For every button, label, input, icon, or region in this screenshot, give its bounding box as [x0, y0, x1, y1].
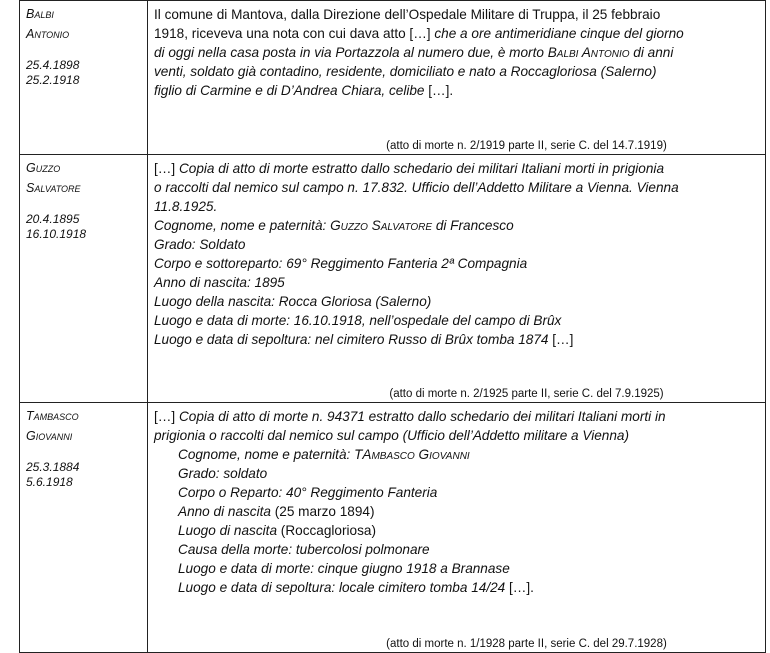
table-row: [20, 1, 766, 155]
table-row: [20, 403, 766, 653]
text-line: [154, 197, 759, 216]
text-segment: 11.8.1925.: [154, 199, 218, 214]
text-segment: Causa della morte: tubercolosi polmonare: [178, 542, 430, 557]
text-line: [154, 445, 759, 464]
text-segment: […]: [154, 161, 179, 176]
person-dates: [26, 212, 143, 242]
text-line: [154, 62, 759, 81]
text-line: [154, 81, 759, 100]
text-line: [154, 483, 759, 502]
text-segment: venti, soldato già contadino, residente, domiciliato e nato a Roccagloriosa (Salerno): [154, 64, 657, 79]
text-segment: che a ore antimeridiane cinque del giorno: [434, 26, 684, 41]
text-line: [154, 292, 759, 311]
text-segment: di anni: [629, 45, 674, 60]
text-segment: Luogo e data di morte: 16.10.1918, nell’ospedale del campo di Brûx: [154, 313, 562, 328]
text-line: [154, 407, 759, 426]
name-first: Guzzo: [26, 161, 61, 175]
death-record-reference: (atto di morte n. 1/1928 parte II, serie C. del 29.7.1928): [386, 638, 667, 650]
date-birth: 25.3.1884: [26, 460, 80, 474]
name-second: Salvatore: [26, 181, 81, 195]
text-line: [154, 235, 759, 254]
text-segment: prigionia o raccolti dal nemico sul campo (Ufficio dell’Addetto militare a Vienna): [154, 428, 630, 443]
text-line: [154, 464, 759, 483]
text-segment: Cognome, nome e paternità: T: [178, 447, 363, 462]
text-segment: Anno di nascita: 1895: [154, 275, 285, 290]
text-line: [154, 43, 759, 62]
text-segment: o raccolti dal nemico sul campo n. 17.832. Ufficio dell’Addetto Militare a Vienna. Vienna: [154, 180, 679, 195]
record-text: [148, 155, 765, 349]
record-cell: [148, 1, 766, 155]
text-segment: Luogo e data di morte: cinque giugno 1918 a Brannase: [178, 561, 510, 576]
record-text: [148, 403, 765, 597]
text-segment: Balbi Antonio: [547, 45, 630, 60]
person-dates: [26, 460, 143, 490]
text-segment: Grado: soldato: [178, 466, 268, 481]
person-cell: [20, 1, 148, 155]
text-line: [154, 559, 759, 578]
text-segment: 1918, riceveva una nota con cui dava atto […]: [154, 26, 435, 41]
text-line: [154, 273, 759, 292]
name-second: Antonio: [26, 27, 70, 41]
text-segment: (25 marzo 1894): [270, 504, 375, 519]
text-line: [154, 521, 759, 540]
text-line: [154, 5, 759, 24]
date-death: 25.2.1918: [26, 73, 80, 87]
person-name: [26, 4, 143, 44]
text-segment: Luogo di nascita: [178, 523, 278, 538]
death-records-table: [19, 0, 766, 653]
text-segment: Luogo e data di sepoltura: locale cimitero tomba 14/24: [178, 580, 506, 595]
table-row: [20, 155, 766, 403]
text-segment: Luogo della nascita: Rocca Gloriosa (Salerno): [154, 294, 432, 309]
text-segment: Il comune di Mantova, dalla Direzione dell’Ospedale Militare di Truppa, il 25 febbraio: [154, 7, 661, 22]
text-segment: Corpo e sottoreparto: 69° Reggimento Fanteria 2ª Compagnia: [154, 256, 528, 271]
name-first: Balbi: [26, 7, 54, 21]
death-record-reference: (atto di morte n. 2/1919 parte II, serie C. del 14.7.1919): [386, 140, 667, 152]
text-segment: figlio di Carmine e di D’Andrea Chiara, celibe: [154, 83, 425, 98]
text-segment: Corpo o Reparto: 40° Reggimento Fanteria: [178, 485, 438, 500]
record-text: [148, 1, 765, 100]
text-line: [154, 178, 759, 197]
text-segment: Ambasco Giovanni: [362, 447, 470, 462]
text-segment: Guzzo Salvatore: [330, 218, 433, 233]
text-line: [154, 330, 759, 349]
person-name: [26, 158, 143, 198]
text-line: [154, 216, 759, 235]
date-birth: 20.4.1895: [26, 212, 80, 226]
date-death: 5.6.1918: [26, 475, 73, 489]
date-birth: 25.4.1898: [26, 58, 80, 72]
text-segment: Anno di nascita: [178, 504, 271, 519]
text-segment: […]: [548, 332, 574, 347]
person-name: [26, 406, 143, 446]
person-cell: [20, 403, 148, 653]
record-cell: [148, 155, 766, 403]
text-line: [154, 578, 759, 597]
person-cell: [20, 155, 148, 403]
text-segment: Cognome, nome e paternità:: [154, 218, 331, 233]
text-line: [154, 426, 759, 445]
name-second: Giovanni: [26, 429, 73, 443]
death-record-reference: (atto di morte n. 2/1925 parte II, serie C. del 7.9.1925): [389, 388, 664, 400]
record-cell: [148, 403, 766, 653]
text-segment: […].: [505, 580, 534, 595]
text-line: [154, 24, 759, 43]
text-segment: di Francesco: [432, 218, 514, 233]
text-segment: Copia di atto di morte estratto dallo schedario dei militari Italiani morti in prigionia: [178, 161, 665, 176]
text-segment: […].: [424, 83, 454, 98]
text-line: [154, 254, 759, 273]
text-segment: Grado: Soldato: [154, 237, 246, 252]
text-segment: (Roccagloriosa): [277, 523, 376, 538]
text-segment: di oggi nella casa posta in via Portazzola al numero due, è morto: [154, 45, 548, 60]
text-line: [154, 502, 759, 521]
name-first: Tambasco: [26, 409, 79, 423]
text-segment: […]: [154, 409, 179, 424]
person-dates: [26, 58, 143, 88]
text-line: [154, 159, 759, 178]
date-death: 16.10.1918: [26, 227, 87, 241]
text-line: [154, 540, 759, 559]
text-segment: Copia di atto di morte n. 94371 estratto dallo schedario dei militari Italiani morti in: [178, 409, 666, 424]
text-segment: Luogo e data di sepoltura: nel cimitero Russo di Brûx tomba 1874: [154, 332, 549, 347]
text-line: [154, 311, 759, 330]
